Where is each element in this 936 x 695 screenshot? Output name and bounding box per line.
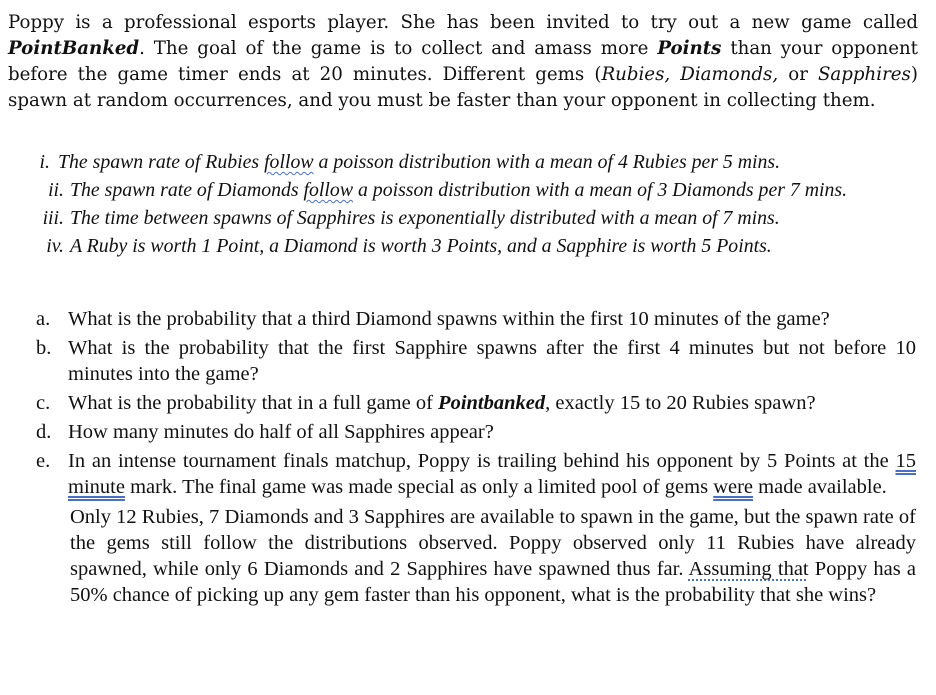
question-c — [36, 390, 916, 416]
roman-numeral: iv. — [46, 235, 64, 257]
assumption-item — [36, 204, 916, 232]
grammar-flag[interactable]: Assuming that — [688, 558, 809, 580]
question-letter: e. — [36, 450, 51, 472]
questions-list — [36, 306, 916, 611]
assumption-item — [36, 232, 916, 260]
assumption-text: a poisson distribution with a mean of 3 Diamonds per 7 mins. — [353, 179, 848, 201]
intro-text: or — [778, 64, 818, 85]
game-name: PointBanked — [8, 38, 140, 59]
roman-numeral: iii. — [42, 207, 64, 229]
question-letter: b. — [36, 337, 52, 359]
assumption-item — [36, 176, 916, 204]
grammar-flag[interactable]: 15 minute — [68, 450, 916, 498]
intro-text: . The goal of the game is to collect and amass more — [139, 38, 658, 59]
intro-text: ) spawn at random occurrences, and you must be faster than your opponent in collecting them. — [8, 64, 918, 111]
question-text: mark. The final game was made special as only a limited pool of gems — [124, 476, 714, 498]
question-text: made available. — [753, 476, 887, 498]
sapphires-term: Sapphires — [817, 64, 911, 85]
assumption-text: A Ruby is worth 1 Point, a Diamond is worth 3 Points, and a Sapphire is worth 5 Points. — [70, 235, 772, 257]
question-text: What is the probability that in a full game of — [68, 392, 439, 414]
assumption-text: The spawn rate of Rubies — [58, 151, 265, 173]
assumption-text: a poisson distribution with a mean of 4 Rubies per 5 mins. — [313, 151, 781, 173]
question-e — [36, 448, 916, 608]
question-a — [36, 306, 916, 332]
question-text: , exactly 15 to 20 Rubies spawn? — [545, 392, 816, 414]
question-text: Only 12 Rubies, 7 Diamonds and 3 Sapphires are available to spawn in the game, but the spawn rate of the gems still follow the distributions observed. Poppy observed only 11 Rubies have already spawned, while only 6 Diamonds and 2 Sapphires have spawned thus far. — [70, 506, 916, 580]
roman-numeral: i. — [39, 151, 50, 173]
question-text: Poppy has a 50% chance of picking up any gem faster than his opponent, what is the probability that she wins? — [70, 558, 916, 606]
question-text: In an intense tournament finals matchup, Poppy is trailing behind his opponent by 5 Points at the — [68, 450, 896, 472]
assumption-text: The spawn rate of Diamonds — [70, 179, 304, 201]
points-term: Points — [657, 38, 722, 59]
intro-paragraph — [8, 10, 918, 114]
grammar-flag[interactable]: follow — [264, 151, 314, 173]
question-b — [36, 335, 916, 387]
intro-text: Poppy is a professional esports player. She has been invited to try out a new game called — [8, 12, 918, 33]
assumption-item — [36, 148, 916, 176]
question-d — [36, 419, 916, 445]
roman-numeral: ii. — [48, 179, 64, 201]
question-letter: a. — [36, 308, 51, 330]
question-text: How many minutes do half of all Sapphires appear? — [68, 421, 494, 443]
question-letter: c. — [36, 392, 51, 414]
intro-text: than your opponent before the game timer ends at 20 minutes. Different gems ( — [8, 38, 918, 85]
question-letter: d. — [36, 421, 52, 443]
gem-names: Rubies, Diamonds, — [601, 64, 779, 85]
question-e-paragraph-1 — [68, 448, 916, 500]
grammar-flag[interactable]: were — [713, 476, 754, 498]
question-text: What is the probability that the first Sapphire spawns after the first 4 minutes but not before 10 minutes into the game? — [68, 337, 916, 385]
question-text: What is the probability that a third Diamond spawns within the first 10 minutes of the game? — [68, 308, 830, 330]
grammar-flag[interactable]: follow — [303, 179, 354, 201]
question-e-paragraph-2 — [68, 504, 916, 608]
game-name: Pointbanked — [438, 392, 546, 414]
assumption-text: The time between spawns of Sapphires is exponentially distributed with a mean of 7 mins. — [70, 207, 780, 229]
assumptions-list — [36, 148, 916, 260]
